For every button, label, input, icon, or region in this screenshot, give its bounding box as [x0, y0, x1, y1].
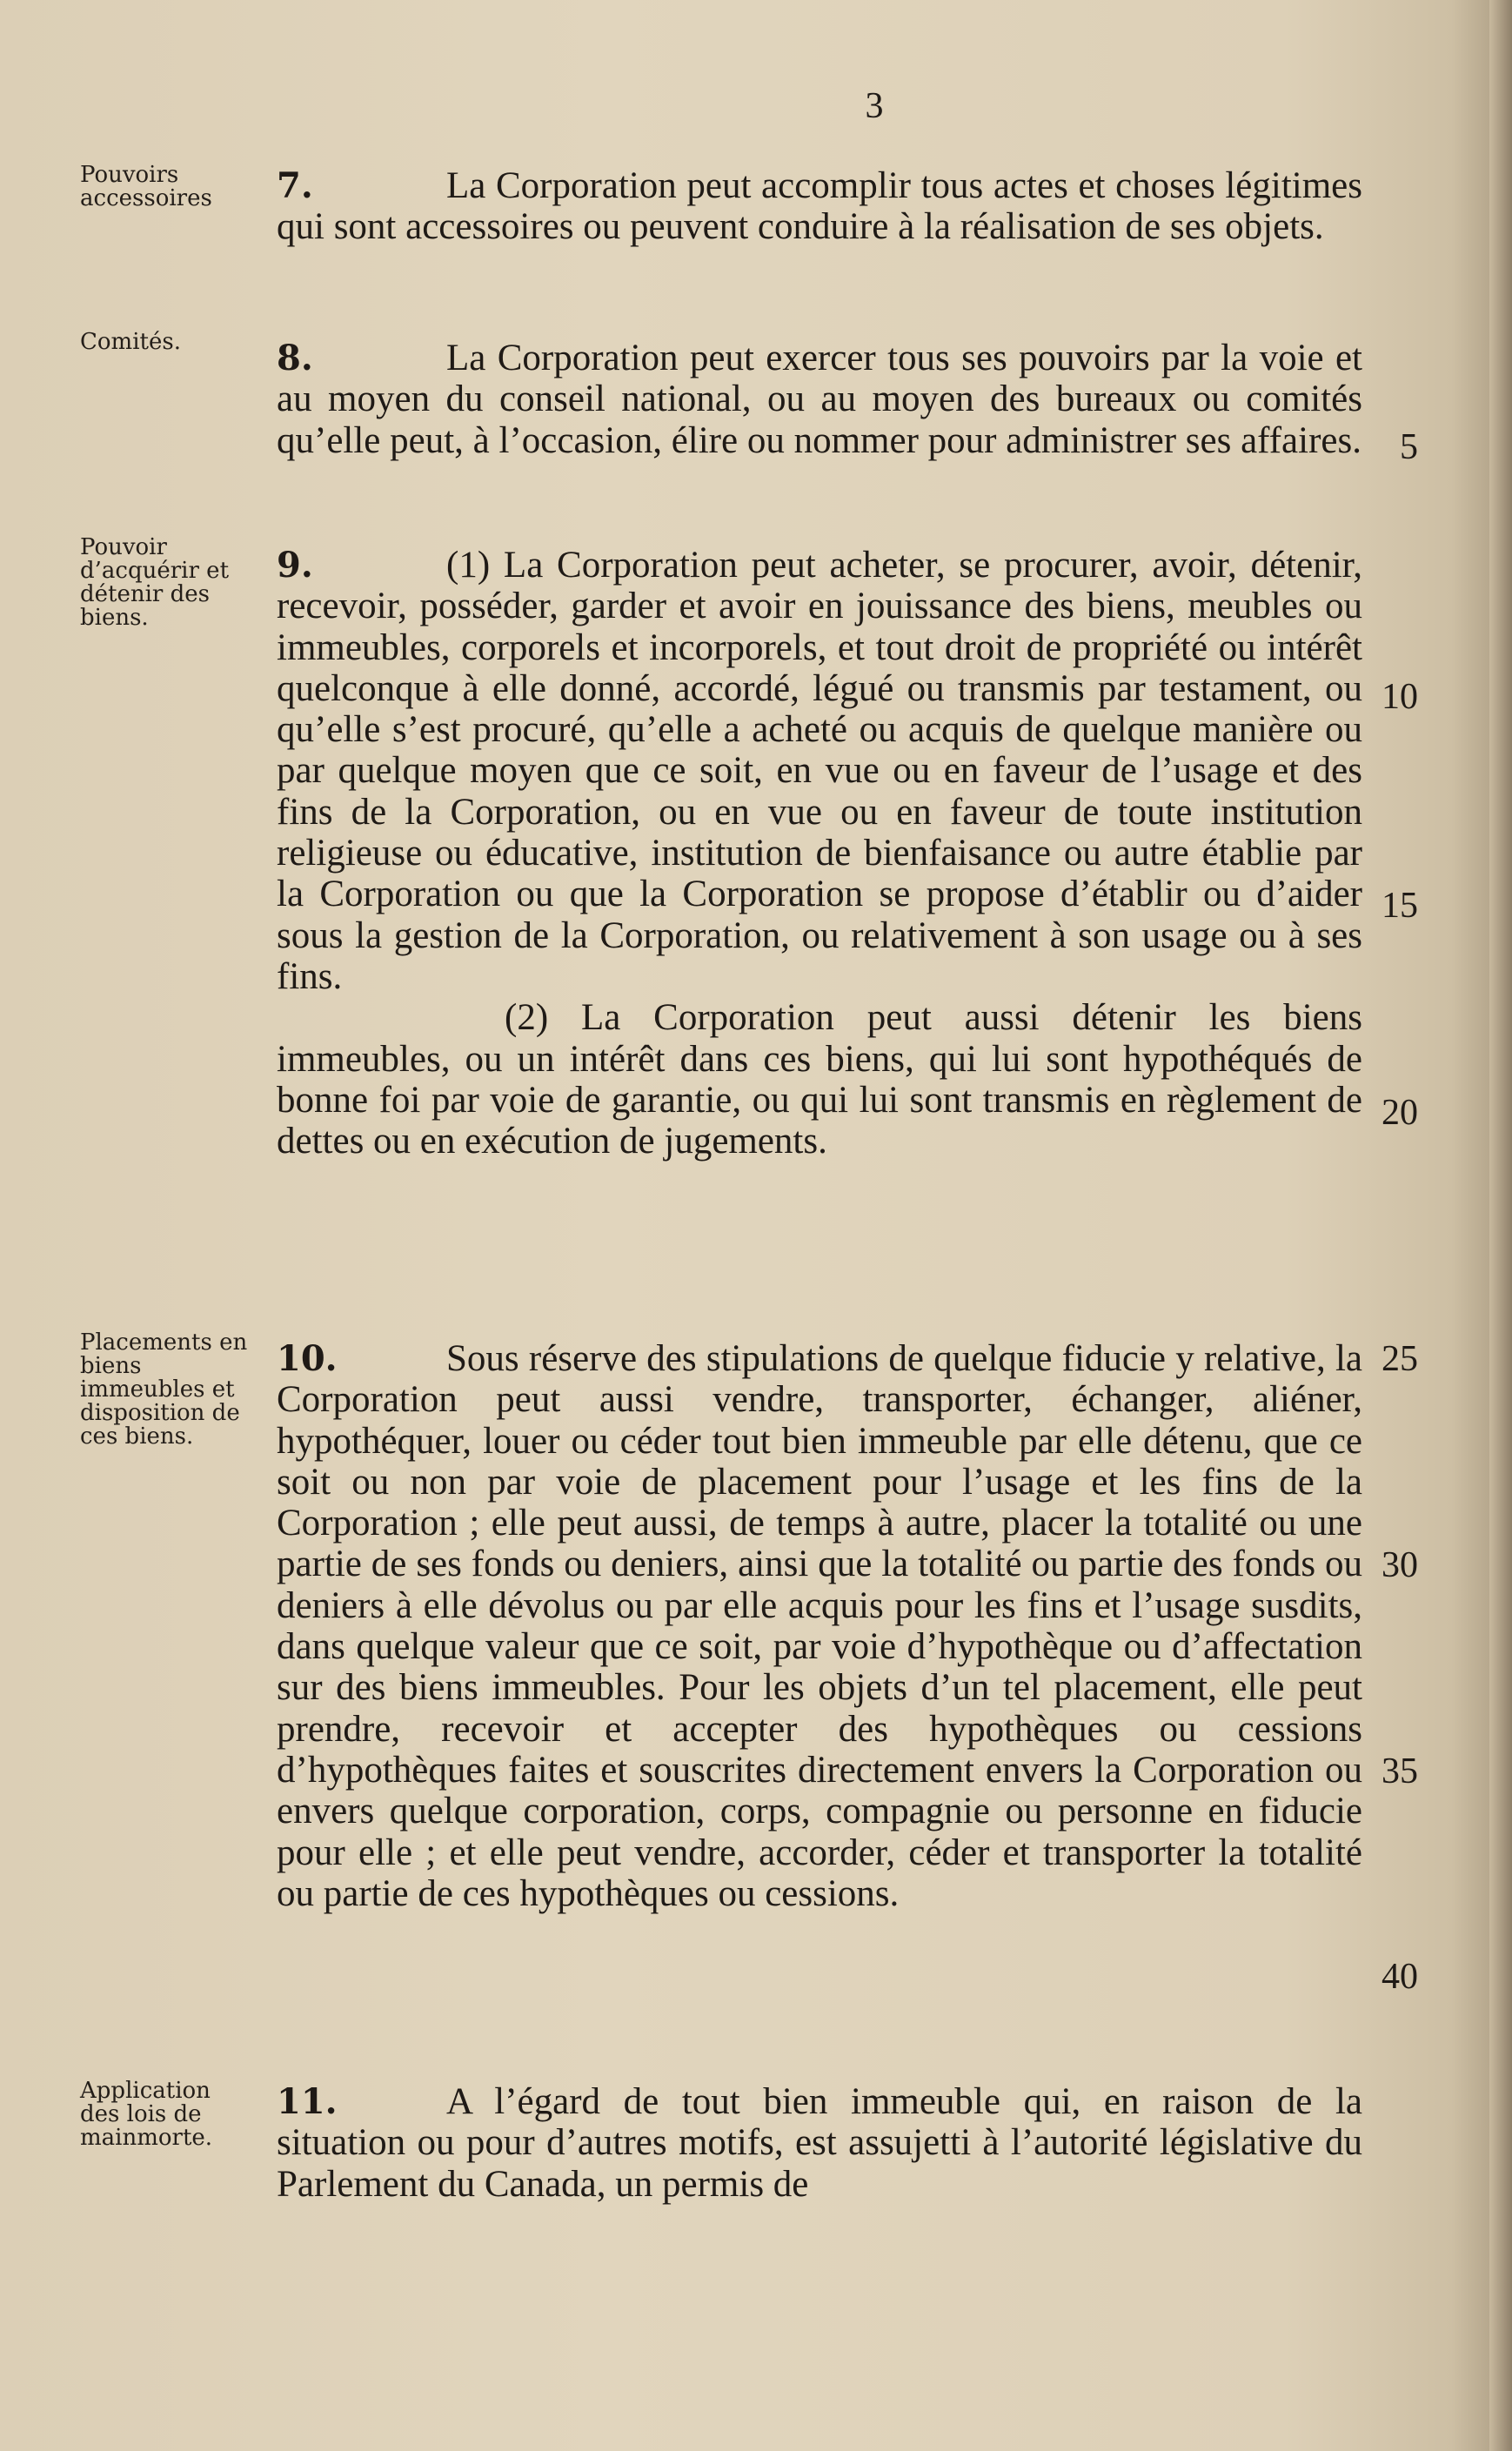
line-number: 40	[1382, 1957, 1418, 1997]
paragraph	[277, 338, 1362, 461]
section-number: 8.	[277, 338, 313, 378]
section-number: 7.	[277, 165, 313, 206]
marginal-note: Pouvoirs accessoires	[80, 162, 212, 211]
line-number: 35	[1382, 1751, 1418, 1791]
section-body	[277, 1338, 1362, 1914]
section-number: 9.	[277, 545, 313, 586]
paragraph-text: La Corporation peut exercer tous ses pouvoirs par la voie et au moyen du conseil national, ou au moyen des bureaux ou comités qu’elle peut, à l’occasion, élire ou nommer pour administrer ses affaires.	[277, 338, 1362, 461]
section-number: 11.	[277, 2081, 338, 2122]
line-number: 30	[1382, 1545, 1418, 1585]
section-body	[277, 165, 1362, 248]
line-number: 5	[1400, 427, 1418, 467]
paragraph	[277, 545, 1362, 997]
paragraph-text: La Corporation peut accomplir tous actes et choses légitimes qui sont accessoires ou peuvent conduire à la réalisation de ses objets.	[277, 165, 1362, 248]
paragraph: (2) La Corporation peut aussi détenir les biens immeubles, ou un intérêt dans ces biens, qui lui sont hypothéqués de bonne foi par voie de garantie, ou qui lui sont transmis en règlement de dettes ou en exécution de jugements.	[277, 997, 1362, 1162]
paragraph	[277, 165, 1362, 248]
section-body	[277, 2081, 1362, 2205]
paragraph-text: (1) La Corporation peut acheter, se procurer, avoir, détenir, recevoir, posséder, garder et avoir en jouissance des biens, meubles ou immeubles, corporels et incorporels, et tout droit de propriété ou intérêt quelconque à elle donné, accordé, légué ou transmis par testament, ou qu’elle s’est procuré, qu’elle a acheté ou acquis de quelque manière ou par quelque moyen que ce soit, en vue ou en faveur de l’usage et des fins de la Corporation, ou en vue ou en faveur de toute institution religieuse ou éducative, institution de bienfaisance ou autre établie par la Corporation ou que la Corporation se propose d’établir ou d’aider sous la gestion de la Corporation, ou relativement à son usage ou à ses fins.	[277, 545, 1362, 997]
paragraph	[277, 1338, 1362, 1914]
paragraph	[277, 2081, 1362, 2205]
marginal-note: Pouvoir d’acquérir et détenir des biens.	[80, 534, 230, 631]
line-number: 25	[1382, 1339, 1418, 1379]
marginal-note: Application des lois de mainmorte.	[80, 2078, 213, 2151]
paragraph-text: Sous réserve des stipulations de quelque fiducie y relative, la Corporation peut aussi vendre, transporter, échanger, aliéner, hypothéquer, louer ou céder tout bien immeuble par elle détenu, que ce soit ou non par voie de placement pour l’usage et les fins de la Corporation ; elle peut aussi, de temps à autre, placer la totalité ou une partie de ses fonds ou deniers, ainsi que la totalité ou partie des fonds ou deniers à elle dévolus ou par elle acquis pour les fins et l’usage susdits, dans quelque valeur que ce soit, par voie d’hypothèque ou d’affectation sur des biens immeubles. Pour les objets d’un tel placement, elle peut prendre, recevoir et accepter des hypothèques ou cessions d’hypothèques faites et souscrites directement envers la Corporation ou envers quelque corporation, corps, compagnie ou personne en fiducie pour elle ; et elle peut vendre, accorder, céder et transporter la totalité ou partie de ces hypothèques ou cessions.	[277, 1338, 1362, 1914]
page-edge-shadow	[1489, 0, 1512, 2451]
paragraph-text: A l’égard de tout bien immeuble qui, en raison de la situation ou pour d’autres motifs, est assujetti à l’autorité législative du Parlement du Canada, un permis de	[277, 2081, 1362, 2205]
section-body	[277, 545, 1362, 1162]
section-number: 10.	[277, 1338, 338, 1379]
marginal-note: Comités.	[80, 329, 181, 355]
page-number: 3	[865, 86, 884, 126]
section-body	[277, 338, 1362, 461]
marginal-note: Placements en biens immeubles et disposition de ces biens.	[80, 1329, 248, 1450]
line-number: 15	[1382, 886, 1418, 926]
line-number: 20	[1382, 1093, 1418, 1133]
line-number: 10	[1382, 677, 1418, 717]
